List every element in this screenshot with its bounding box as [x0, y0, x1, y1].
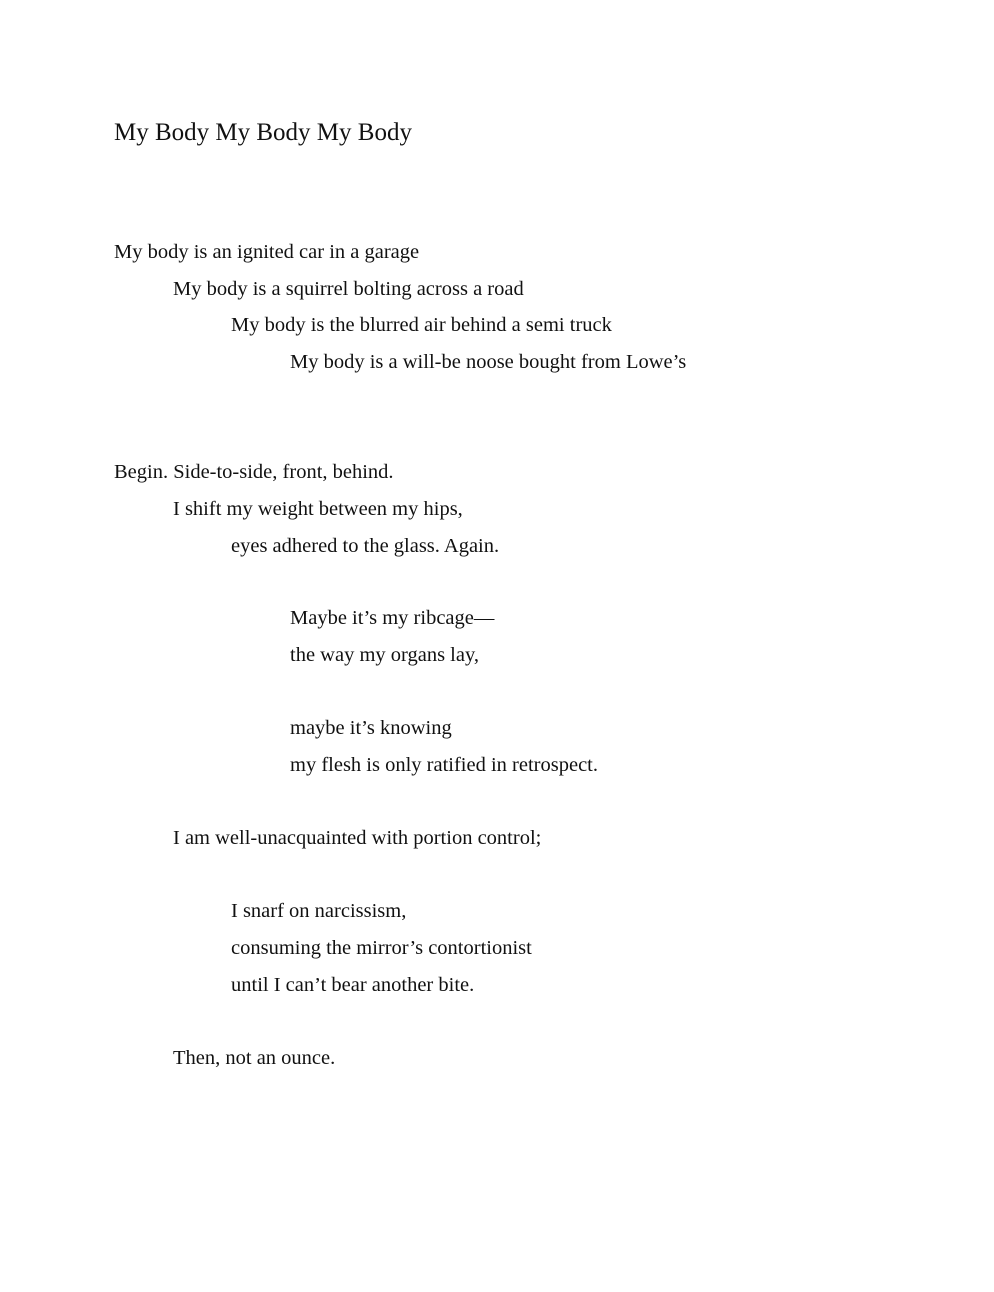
poem-line: Maybe it’s my ribcage— — [290, 607, 495, 629]
poem-line: My body is a will-be noose bought from Lowe’s — [290, 351, 687, 373]
poem-line: I am well-unacquainted with portion control; — [173, 827, 542, 849]
poem-line: eyes adhered to the glass. Again. — [231, 535, 500, 557]
poem-line: My body is a squirrel bolting across a road — [173, 278, 524, 300]
poem-title: My Body My Body My Body — [114, 119, 412, 146]
poem-line: until I can’t bear another bite. — [231, 974, 475, 996]
poem-line: My body is the blurred air behind a semi truck — [231, 314, 612, 336]
poem-line: My body is an ignited car in a garage — [114, 241, 420, 263]
poem-line: consuming the mirror’s contortionist — [231, 937, 532, 959]
poem-line: maybe it’s knowing — [290, 717, 452, 739]
poem-line: my flesh is only ratified in retrospect. — [290, 754, 598, 776]
poem-line: Begin. Side-to-side, front, behind. — [114, 461, 394, 483]
poem-line: Then, not an ounce. — [173, 1047, 336, 1069]
poem-line: I snarf on narcissism, — [231, 900, 407, 922]
poem-line: I shift my weight between my hips, — [173, 498, 463, 520]
poem-line: the way my organs lay, — [290, 644, 480, 666]
